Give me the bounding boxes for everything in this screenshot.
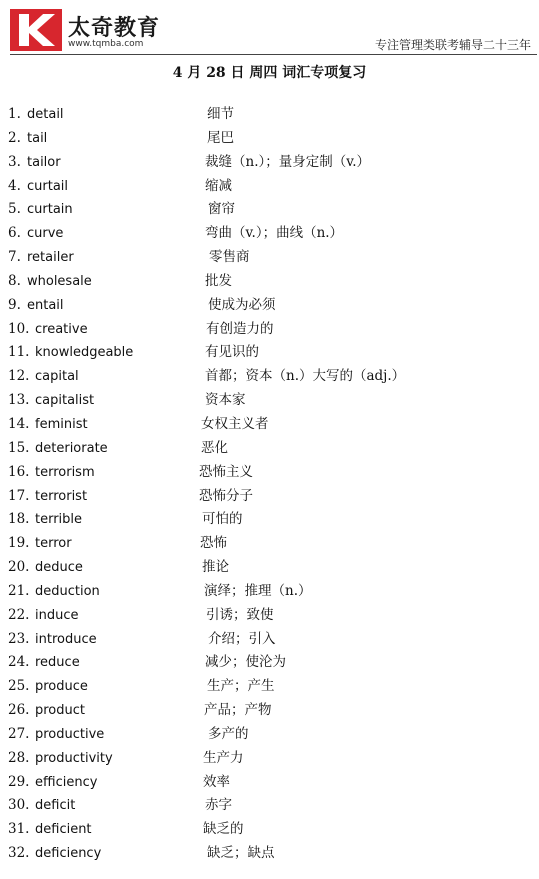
entry-number: 30. xyxy=(8,797,30,814)
chinese-meaning: 弯曲（v.）；曲线（n.） xyxy=(205,225,344,242)
english-word: curve xyxy=(27,226,64,242)
english-word: deduce xyxy=(35,560,83,576)
english-word: knowledgeable xyxy=(35,345,134,361)
vocab-row xyxy=(0,175,539,199)
english-word: product xyxy=(35,703,86,719)
chinese-meaning: 赤字 xyxy=(205,797,232,814)
vocab-row xyxy=(0,222,539,246)
vocab-row xyxy=(0,628,539,652)
entry-number: 5. xyxy=(8,201,21,218)
chinese-meaning: 减少；使沦为 xyxy=(205,654,286,671)
chinese-meaning: 有创造力的 xyxy=(206,320,274,337)
vocab-row xyxy=(0,675,539,699)
english-word: tail xyxy=(27,130,48,146)
english-word: detail xyxy=(27,107,64,122)
english-word: terrorist xyxy=(35,488,88,504)
vocab-row xyxy=(0,246,539,270)
page-header xyxy=(0,0,539,56)
entry-number: 20. xyxy=(8,559,30,576)
chinese-meaning: 推论 xyxy=(202,559,229,576)
chinese-meaning: 产品；产物 xyxy=(204,702,272,719)
vocab-row xyxy=(0,818,539,842)
chinese-meaning: 引诱；致使 xyxy=(206,606,274,623)
vocab-row xyxy=(0,389,539,413)
english-word: produce xyxy=(35,679,88,695)
entry-number: 12. xyxy=(8,368,30,385)
chinese-meaning: 使成为必须 xyxy=(208,296,276,313)
chinese-meaning: 批发 xyxy=(205,272,232,289)
vocab-row xyxy=(0,341,539,365)
english-word: feminist xyxy=(35,416,88,432)
vocab-row xyxy=(0,365,539,389)
entry-number: 17. xyxy=(8,487,30,504)
english-word: tailor xyxy=(27,154,61,170)
chinese-meaning: 首都；资本（n.）大写的（adj.） xyxy=(205,368,406,385)
header-slogan: 专注管理类联考辅导二十三年 xyxy=(374,38,531,52)
chinese-meaning: 有见识的 xyxy=(205,344,259,361)
chinese-meaning: 介绍；引入 xyxy=(208,630,276,647)
english-word: induce xyxy=(35,607,79,623)
vocab-row xyxy=(0,437,539,461)
entry-number: 1. xyxy=(8,106,21,122)
chinese-meaning: 生产；产生 xyxy=(207,678,275,695)
entry-number: 31. xyxy=(8,821,30,838)
vocab-row xyxy=(0,151,539,175)
english-word: wholesale xyxy=(27,273,92,289)
entry-number: 15. xyxy=(8,439,30,456)
english-word: retailer xyxy=(27,250,74,266)
entry-number: 29. xyxy=(8,773,30,790)
english-word: creative xyxy=(35,321,88,337)
entry-number: 25. xyxy=(8,678,30,695)
vocab-row xyxy=(0,771,539,795)
vocab-row xyxy=(0,651,539,675)
entry-number: 14. xyxy=(8,415,30,432)
chinese-meaning: 生产力 xyxy=(203,749,244,766)
chinese-meaning: 多产的 xyxy=(208,725,249,742)
entry-number: 32. xyxy=(8,845,30,862)
entry-number: 24. xyxy=(8,654,30,671)
vocab-row xyxy=(0,294,539,318)
english-word: introduce xyxy=(35,631,97,647)
english-word: reduce xyxy=(35,655,80,671)
english-word: deteriorate xyxy=(35,440,108,456)
vocab-row xyxy=(0,198,539,222)
vocab-row xyxy=(0,318,539,342)
english-word: capital xyxy=(35,369,79,385)
english-word: terrible xyxy=(35,512,83,528)
chinese-meaning: 裁缝（n.）；量身定制（v.） xyxy=(205,153,371,170)
chinese-meaning: 缩减 xyxy=(205,177,232,194)
entry-number: 19. xyxy=(8,535,30,552)
vocab-row xyxy=(0,580,539,604)
vocab-row xyxy=(0,461,539,485)
english-word: terrorism xyxy=(35,464,95,480)
entry-number: 27. xyxy=(8,725,30,742)
vocab-row xyxy=(0,604,539,628)
vocab-row xyxy=(0,556,539,580)
chinese-meaning: 可怕的 xyxy=(202,511,243,528)
entry-number: 4. xyxy=(8,177,21,194)
chinese-meaning: 缺乏；缺点 xyxy=(207,845,275,862)
vocab-row xyxy=(0,723,539,747)
entry-number: 13. xyxy=(8,392,30,409)
vocab-list xyxy=(0,103,539,866)
entry-number: 2. xyxy=(8,129,21,146)
chinese-meaning: 细节 xyxy=(207,106,234,122)
vocab-row xyxy=(0,485,539,509)
logo-text: 太奇教育 xyxy=(68,16,161,41)
chinese-meaning: 窗帘 xyxy=(208,201,235,218)
english-word: deficit xyxy=(35,798,76,814)
header-divider xyxy=(10,54,537,55)
entry-number: 16. xyxy=(8,463,30,480)
vocab-row xyxy=(0,532,539,556)
vocab-row xyxy=(0,103,539,127)
vocab-row xyxy=(0,508,539,532)
chinese-meaning: 女权主义者 xyxy=(201,415,269,432)
chinese-meaning: 资本家 xyxy=(205,392,246,409)
entry-number: 3. xyxy=(8,153,21,170)
entry-number: 11. xyxy=(8,344,30,361)
english-word: curtail xyxy=(27,178,69,194)
entry-number: 22. xyxy=(8,606,30,623)
english-word: efficiency xyxy=(35,774,98,790)
vocab-row xyxy=(0,270,539,294)
logo-url: www.tqmba.com xyxy=(68,39,144,49)
english-word: deficient xyxy=(35,822,92,838)
logo-icon xyxy=(10,9,62,51)
english-word: productive xyxy=(35,726,105,742)
entry-number: 10. xyxy=(8,320,30,337)
entry-number: 8. xyxy=(8,272,21,289)
chinese-meaning: 效率 xyxy=(203,773,230,790)
english-word: deduction xyxy=(35,583,100,599)
vocab-row xyxy=(0,794,539,818)
page-title: 4 月 28 日 周四 词汇专项复习 xyxy=(172,65,367,81)
entry-number: 28. xyxy=(8,749,30,766)
english-word: capitalist xyxy=(35,393,95,409)
entry-number: 18. xyxy=(8,511,30,528)
vocab-row xyxy=(0,699,539,723)
entry-number: 23. xyxy=(8,630,30,647)
vocab-row xyxy=(0,747,539,771)
entry-number: 26. xyxy=(8,702,30,719)
entry-number: 6. xyxy=(8,225,21,242)
vocab-row xyxy=(0,413,539,437)
entry-number: 9. xyxy=(8,296,21,313)
chinese-meaning: 演绎；推理（n.） xyxy=(204,582,312,599)
vocab-row xyxy=(0,127,539,151)
vocab-row xyxy=(0,842,539,866)
chinese-meaning: 恶化 xyxy=(201,439,228,456)
chinese-meaning: 恐怖 xyxy=(200,535,227,552)
entry-number: 7. xyxy=(8,249,21,266)
chinese-meaning: 尾巴 xyxy=(207,129,234,146)
chinese-meaning: 缺乏的 xyxy=(203,821,244,838)
english-word: entail xyxy=(27,297,64,313)
chinese-meaning: 恐怖主义 xyxy=(199,463,253,480)
chinese-meaning: 恐怖分子 xyxy=(199,487,253,504)
english-word: curtain xyxy=(27,202,73,218)
english-word: terror xyxy=(35,536,72,552)
entry-number: 21. xyxy=(8,582,30,599)
chinese-meaning: 零售商 xyxy=(209,249,250,266)
english-word: deficiency xyxy=(35,846,102,862)
english-word: productivity xyxy=(35,750,113,766)
